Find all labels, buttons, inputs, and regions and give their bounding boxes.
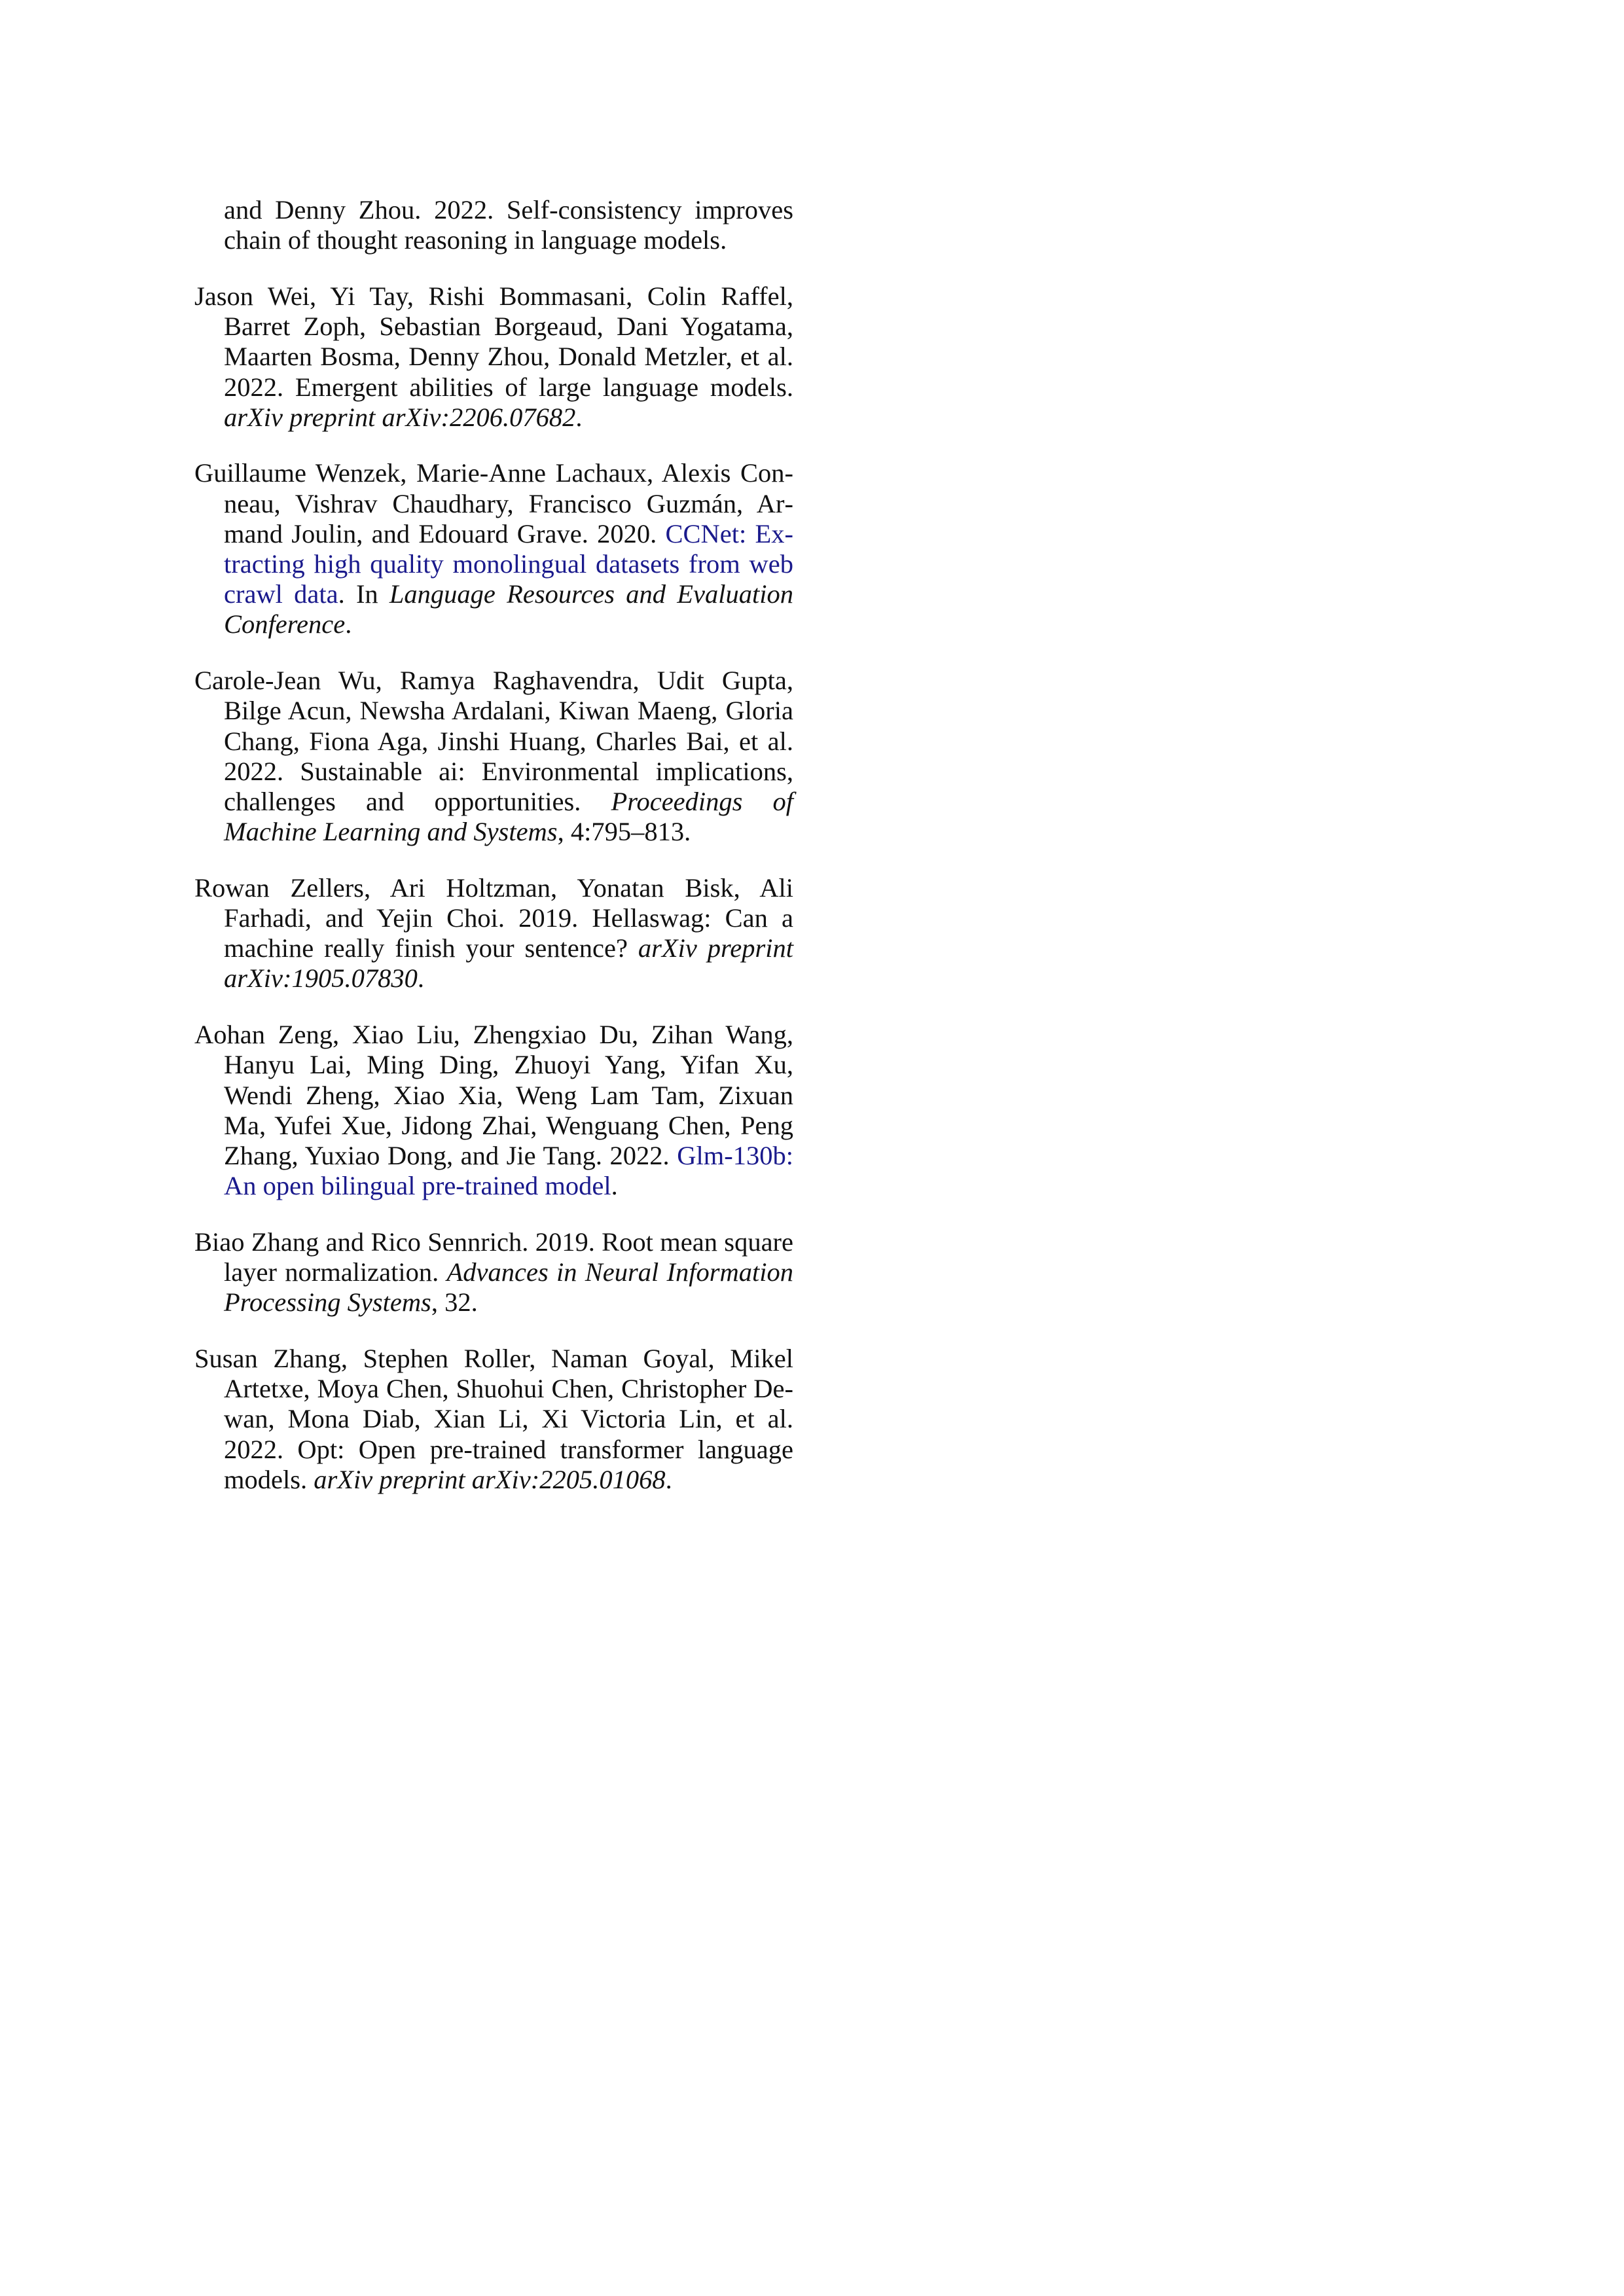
ref-mid: . In: [338, 579, 389, 609]
ref-authors: and Denny Zhou. 2022.: [224, 195, 494, 224]
ref-authors: Aohan Zeng, Xiao Liu, Zhengxiao Du, Zihan Wang, Hanyu Lai, Ming Ding, Zhuoyi Yang, Yifan Xu, Wendi Zheng, Xiao Xia, Weng Lam Tam, Zixuan Ma, Yufei Xue, Jidong Zhai, Wenguang Chen, Peng Zhang, Yuxiao Dong, and Jie Tang. 2022.: [194, 1020, 793, 1170]
ref-tail: , 32.: [431, 1287, 478, 1318]
ref-venue: arXiv preprint arXiv:2205.01068: [314, 1464, 666, 1494]
ref-venue: Language Resources and Evaluation Conference: [224, 579, 793, 639]
ref-authors: Rowan Zellers, Ari Holtzman, Yonatan Bisk, Ali Farhadi, and Yejin Choi. 2019.: [194, 872, 793, 933]
reference-entry: [194, 1020, 793, 1201]
ref-link[interactable]: CCNet: Extracting high quality monolingual datasets from web crawl data: [224, 518, 793, 609]
ref-mid: .: [611, 1171, 618, 1201]
reference-entry: [194, 458, 793, 639]
ref-title: Sustainable ai: Environmental implications, challenges and opportunities.: [224, 756, 793, 816]
reference-entry: [194, 195, 793, 255]
ref-link[interactable]: Glm-130b: An open bilingual pre-trained model: [224, 1140, 793, 1201]
ref-authors: Jason Wei, Yi Tay, Rishi Bommasani, Colin Raffel, Barret Zoph, Sebastian Borgeaud, Dani Yogatama, Maarten Bosma, Denny Zhou, Donald Metzler, et al. 2022.: [194, 281, 793, 402]
reference-entry: [194, 873, 793, 994]
ref-title: Root mean square layer normalization.: [224, 1227, 794, 1287]
ref-title: Hellaswag: Can a machine really finish your sentence?: [224, 903, 793, 963]
ref-tail: .: [575, 402, 583, 432]
ref-venue: Advances in Neural Information Processing Systems: [224, 1257, 794, 1318]
ref-title: Emergent abilities of large language models.: [283, 372, 793, 402]
ref-tail: .: [665, 1464, 672, 1494]
reference-entry: [194, 1227, 793, 1318]
reference-entry: [194, 1344, 793, 1495]
ref-venue: arXiv preprint arXiv:2206.07682: [224, 402, 576, 432]
ref-tail: , 4:795–813.: [557, 817, 691, 847]
ref-title: Self-consistency improves chain of thought reasoning in language models.: [224, 195, 793, 255]
ref-venue: arXiv preprint arXiv:1905.07830: [224, 933, 793, 994]
ref-authors: Carole-Jean Wu, Ramya Raghavendra, Udit Gupta, Bilge Acun, Newsha Ardalani, Kiwan Maeng, Gloria Chang, Fiona Aga, Jinshi Huang, Charles Bai, et al. 2022.: [194, 666, 793, 786]
ref-authors: Biao Zhang and Rico Sennrich. 2019.: [194, 1227, 595, 1257]
references-column: [194, 195, 793, 1521]
reference-entry: [194, 281, 793, 433]
ref-venue: Proceedings of Machine Learning and Systems: [224, 786, 793, 847]
reference-entry: [194, 666, 793, 847]
ref-tail: .: [345, 609, 352, 639]
ref-authors: Susan Zhang, Stephen Roller, Naman Goyal, Mikel Artetxe, Moya Chen, Shuohui Chen, Christopher Dewan, Mona Diab, Xian Li, Xi Victoria Lin, et al. 2022.: [194, 1344, 793, 1464]
ref-authors: Guillaume Wenzek, Marie-Anne Lachaux, Alexis Conneau, Vishrav Chaudhary, Francisco Guzmán, Armand Joulin, and Edouard Grave. 2020.: [194, 458, 793, 548]
ref-title: Opt: Open pre-trained transformer language models.: [224, 1434, 793, 1494]
ref-tail: .: [417, 963, 424, 994]
